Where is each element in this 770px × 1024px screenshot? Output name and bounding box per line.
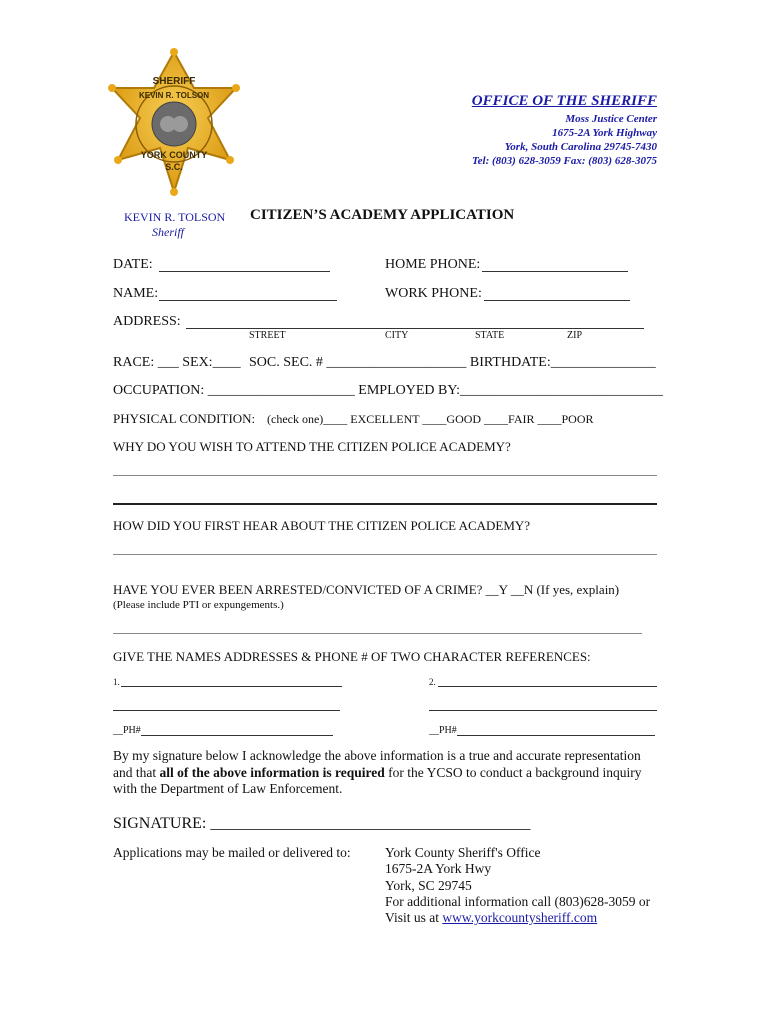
why-answer-line[interactable] [113, 475, 657, 476]
svg-text:SHERIFF: SHERIFF [152, 76, 196, 87]
mail-street: 1675-2A York Hwy [385, 861, 492, 876]
address-zip-caption: ZIP [567, 330, 582, 341]
reference-2-phone-label: __PH# [429, 725, 457, 736]
signature-field[interactable]: SIGNATURE: ________________________________________ [113, 815, 531, 832]
how-hear-question: HOW DID YOU FIRST HEAR ABOUT THE CITIZEN POLICE ACADEMY? [113, 518, 531, 533]
address-input-line[interactable] [186, 328, 644, 329]
reference-2-phone-line[interactable] [457, 735, 655, 736]
occupation-employer-fields[interactable]: OCCUPATION: _____________________ EMPLOYED BY:_____________________________ [113, 383, 664, 398]
physical-condition-label: PHYSICAL CONDITION: [113, 411, 256, 426]
sheriff-name: KEVIN R. TOLSON [124, 210, 226, 224]
reference-1-phone-line[interactable] [141, 735, 333, 736]
mail-city: York, SC 29745 [385, 878, 472, 893]
office-title: OFFICE OF THE SHERIFF [471, 93, 657, 109]
office-city: York, South Carolina 29745-7430 [504, 141, 657, 153]
reference-2-address-line[interactable] [429, 710, 657, 711]
name-input-line[interactable] [159, 300, 337, 301]
office-phones: Tel: (803) 628-3059 Fax: (803) 628-3075 [471, 155, 657, 167]
reference-2-number: 2. [429, 677, 436, 687]
references-question: GIVE THE NAMES ADDRESSES & PHONE # OF TWO CHARACTER REFERENCES: [113, 649, 591, 664]
date-input-line[interactable] [159, 271, 330, 272]
sheriff-badge-logo [104, 48, 244, 196]
mail-info-call: For additional information call (803)628-3059 or [385, 894, 651, 909]
arrested-note: (Please include PTI or expungements.) [113, 599, 284, 611]
sheriff-title: Sheriff [152, 225, 184, 239]
arrested-answer-line[interactable] [113, 633, 642, 634]
name-label: NAME: [113, 286, 159, 301]
svg-text:YORK COUNTY: YORK COUNTY [140, 150, 208, 160]
svg-text:S.C.: S.C. [165, 162, 183, 172]
office-center: Moss Justice Center [565, 113, 657, 125]
svg-text:KEVIN R. TOLSON: KEVIN R. TOLSON [138, 91, 210, 100]
how-answer-line[interactable] [113, 554, 657, 555]
date-label: DATE: [113, 257, 153, 272]
why-attend-question: WHY DO YOU WISH TO ATTEND THE CITIZEN POLICE ACADEMY? [113, 439, 511, 454]
website-link[interactable]: www.yorkcountysheriff.com [442, 910, 598, 925]
work-phone-label: WORK PHONE: [385, 286, 482, 301]
arrested-question[interactable]: HAVE YOU EVER BEEN ARRESTED/CONVICTED OF A CRIME? __Y __N (If yes, explain) [113, 582, 620, 597]
work-phone-input-line[interactable] [484, 300, 630, 301]
section-divider [113, 503, 657, 505]
race-sex-fields[interactable]: RACE: ___ SEX:____ [113, 355, 241, 370]
star-badge-icon [104, 48, 244, 196]
mail-visit: Visit us at www.yorkcountysheriff.com [385, 910, 598, 925]
acknowledgement-text: By my signature below I acknowledge the above information is a true and accurate representation and that all of the above information is required for the YCSO to conduct a background inquiry with the Department of Law Enforcement. [113, 748, 642, 796]
reference-1-number: 1. [113, 677, 120, 687]
mail-office: York County Sheriff's Office [385, 845, 541, 860]
mail-label: Applications may be mailed or delivered to: [113, 845, 351, 860]
reference-1-phone-label: __PH# [113, 725, 141, 736]
reference-1-address-line[interactable] [113, 710, 340, 711]
home-phone-input-line[interactable] [482, 271, 628, 272]
reference-1-name-line[interactable] [121, 686, 342, 687]
home-phone-label: HOME PHONE: [385, 257, 481, 272]
ssn-birthdate-fields[interactable]: SOC. SEC. # ____________________ BIRTHDATE:_______________ [249, 355, 656, 370]
address-state-caption: STATE [475, 330, 505, 341]
office-street: 1675-2A York Highway [552, 127, 657, 139]
address-street-caption: STREET [249, 330, 286, 341]
address-label: ADDRESS: [113, 314, 181, 329]
form-title: CITIZEN’S ACADEMY APPLICATION [250, 207, 515, 223]
physical-condition-options[interactable]: (check one)____ EXCELLENT ____GOOD ____FAIR ____POOR [267, 412, 594, 426]
address-city-caption: CITY [385, 330, 409, 341]
acknowledgement-bold: all of the above information is required [159, 764, 385, 780]
reference-2-name-line[interactable] [438, 686, 657, 687]
